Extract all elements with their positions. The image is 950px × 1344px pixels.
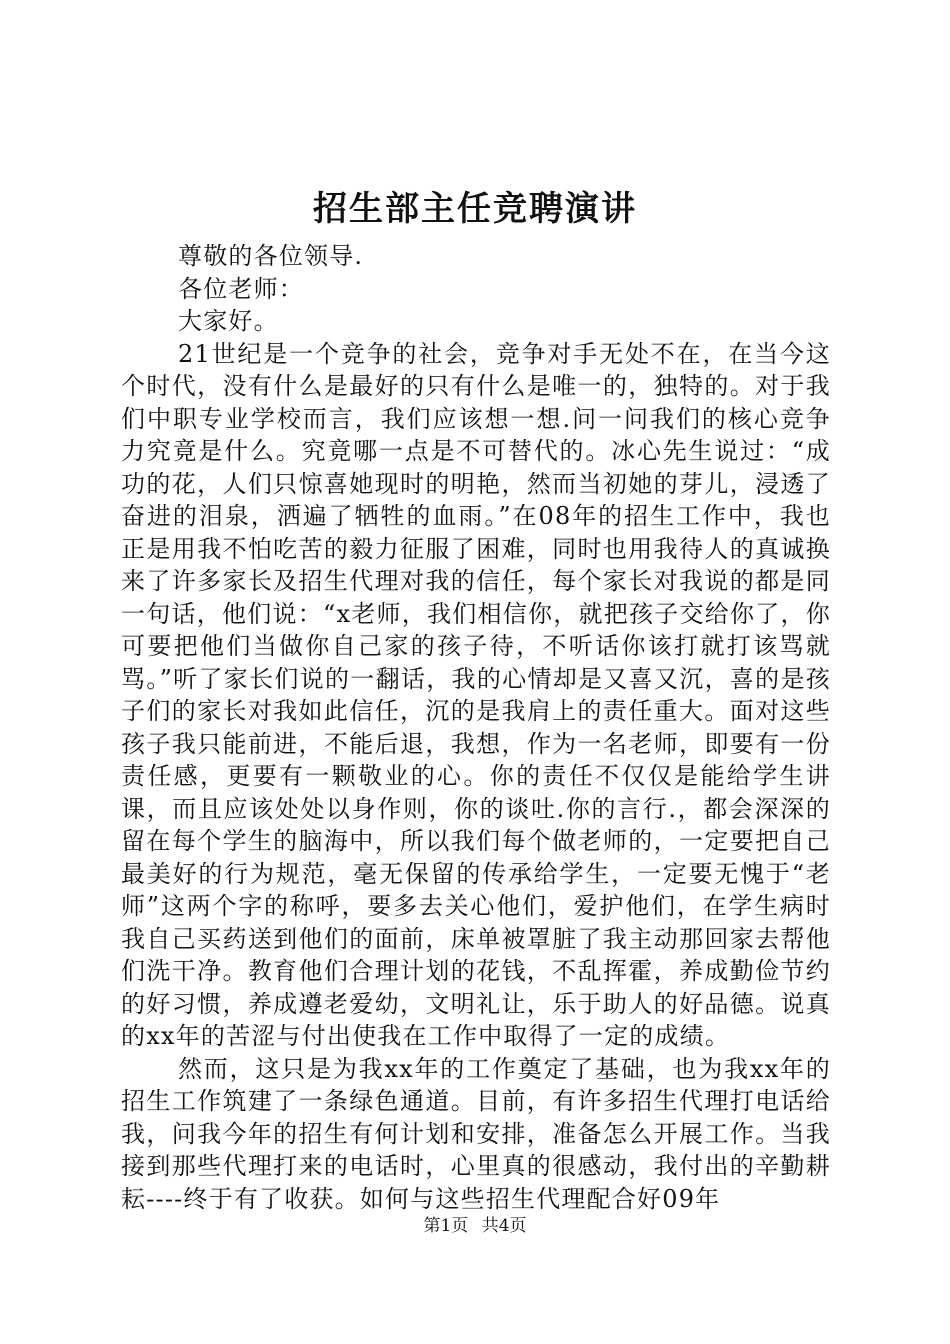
greeting-teachers: 各位老师： — [178, 274, 304, 303]
greeting-leaders: 尊敬的各位领导. — [178, 242, 364, 270]
page-footer — [0, 1214, 950, 1238]
greeting-all: 大家好。 — [178, 307, 279, 335]
document-title: 招生部主任竞聘演讲 — [313, 189, 637, 229]
page-total: 共4页 — [481, 1216, 527, 1236]
body-paragraph: 21世纪是一个竞争的社会，竞争对手无处不在，在当今这个时代，没有什么是最好的只有什么是唯一的，独特的。对于我们中职专业学校而言，我们应该想一想.问一问我们的核心竞争力究竟是什么。究竟哪一点是不可替代的。冰心先生说过：“成功的花，人们只惊喜她现时的明艳，然而当初她的芽儿，浸透了奋进的泪泉，洒遍了牺牲的血雨。”在08年的招生工作中，我也正是用我不怕吃苦的毅力征服了困难，同时也用我待人的真诚换来了许多家长及招生代理对我的信任，每个家长对我说的都是同一句话，他们说：“x老师，我们相信你，就把孩子交给你了，你可要把他们当做你自己家的孩子待，不听话你该打就打该骂就骂。”听了家长们说的一翻话，我的心情却是又喜又沉，喜的是孩子们的家长对我如此信任，沉的是我肩上的责任重大。面对这些孩子我只能前进，不能后退，我想，作为一名老师，即要有一份责任感，更要有一颗敬业的心。你的责任不仅仅是能给学生讲课，而且应该处处以身作则，你的谈吐.你的言行.，都会深深的留在每个学生的脑海中，所以我们每个做老师的，一定要把自己最美好的行为规范，毫无保留的传承给学生，一定要无愧于“老师”这两个字的称呼，要多去关心他们，爱护他们，在学生病时我自己买药送到他们的面前，床单被罩脏了我主动那回家去帮他们洗干净。教育他们合理计划的花钱，不乱挥霍，养成勤俭节约的好习惯，养成遵老爱幼，文明礼让，乐于助人的好品德。说真的xx年的苦涩与付出使我在工作中取得了一定的成绩。 — [121, 339, 831, 1050]
page-number: 第1页 — [423, 1216, 469, 1236]
body-paragraph: 然而，这只是为我xx年的工作奠定了基础，也为我xx年的招生工作筑建了一条绿色通道。目前，有许多招生代理打电话给我，问我今年的招生有何计划和安排，准备怎么开展工作。当我接到那些代理打来的电话时，心里真的很感动，我付出的辛勤耕耘----终于有了收获。如何与这些招生代理配合好09年 — [121, 1054, 831, 1213]
document-body — [121, 240, 831, 1215]
